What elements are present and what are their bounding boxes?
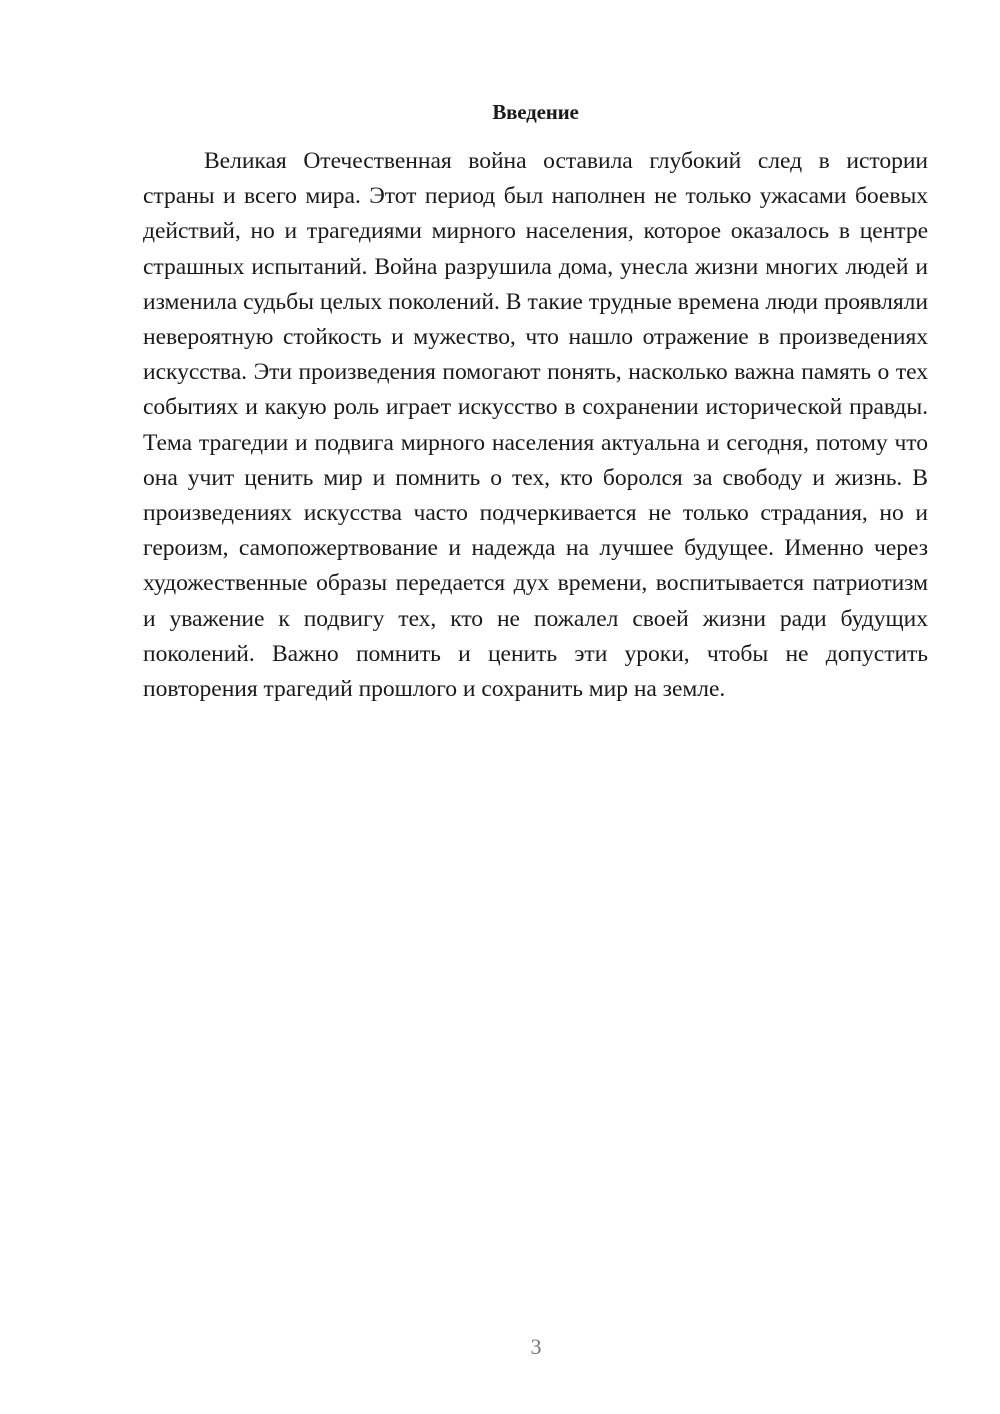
- section-heading: Введение: [492, 100, 579, 124]
- page-number: 3: [530, 1334, 542, 1359]
- body-paragraph: Великая Отечественная война оставила глубокий след в истории страны и всего мира. Этот период был наполнен не только ужасами боевых действий, но и трагедиями мирного населения, которое оказалось в центре страшных испытаний. Война разрушила дома, унесла жизни многих людей и изменила судьбы целых поколений. В такие трудные времена люди проявляли невероятную стойкость и мужество, что нашло отражение в произведениях искусства. Эти произведения помогают понять, насколько важна память о тех событиях и какую роль играет искусство в сохранении исторической правды. Тема трагедии и подвига мирного населения актуальна и сегодня, потому что она учит ценить мир и помнить о тех, кто боролся за свободу и жизнь. В произведениях искусства часто подчеркивается не только страдания, но и героизм, самопожертвование и надежда на лучшее будущее. Именно через художественные образы передается дух времени, воспитывается патриотизм и уважение к подвигу тех, кто не пожалел своей жизни ради будущих поколений. Важно помнить и ценить эти уроки, чтобы не допустить повторения трагедий прошлого и сохранить мир на земле.: [143, 148, 928, 703]
